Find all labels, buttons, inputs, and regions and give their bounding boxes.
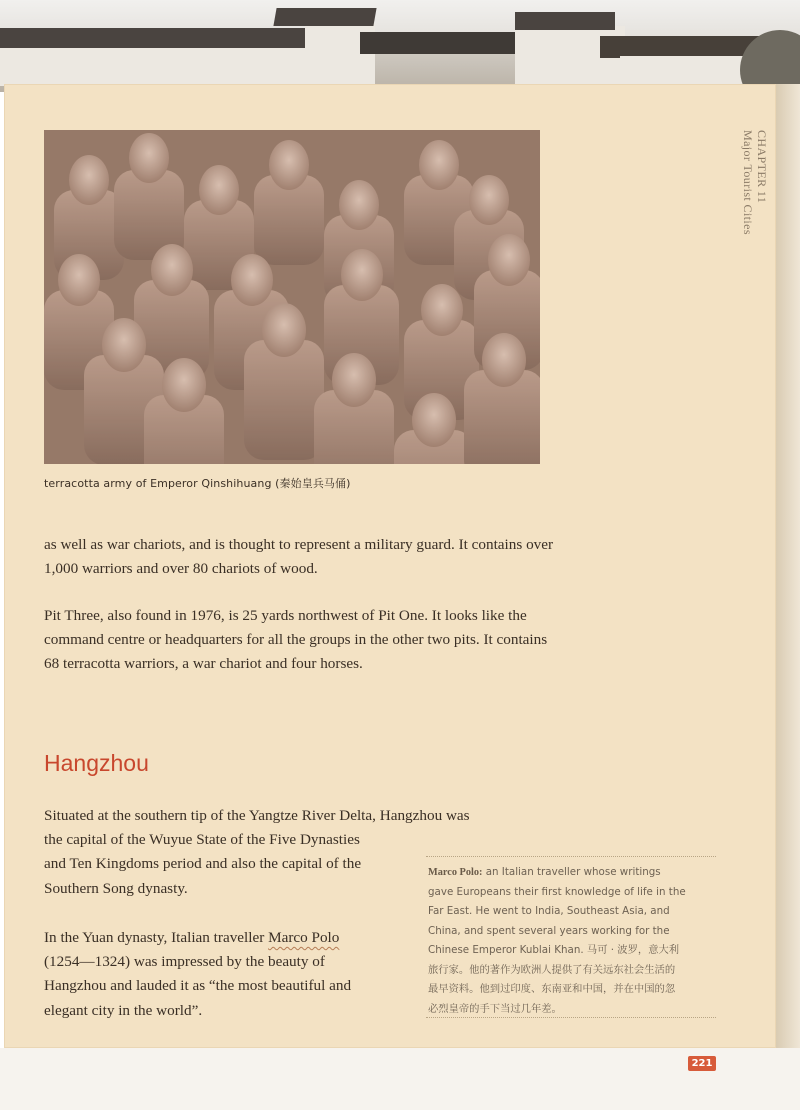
note-text: an Italian traveller whose writings (482, 866, 661, 878)
note-line: 必烈皇帝的手下当过几年差。 (428, 1002, 562, 1015)
line: Situated at the southern tip of the Yangtze River Delta, Hangzhou was (44, 807, 470, 824)
line-prefix: In the Yuan dynasty, Italian traveller (44, 929, 269, 946)
body-paragraph-1: as well as war chariots, and is thought to represent a military guard. It contains over 1,000 warriors and over 80 chariots of wood. (44, 536, 554, 578)
line (44, 926, 424, 950)
note-line: 旅行家。他的著作为欧洲人提供了有关远东社会生活的 (428, 963, 676, 976)
glossary-note (426, 856, 716, 1018)
line: and Ten Kingdoms period and also the capital of the (44, 855, 362, 873)
note-line: Far East. He went to India, Southeast Asia, and (428, 905, 670, 917)
note-line: gave Europeans their first knowledge of life in the (428, 885, 686, 898)
note-term: Marco Polo: (428, 867, 483, 878)
hangzhou-paragraph-2 (44, 926, 424, 1023)
glossary-term-marco-polo[interactable]: Marco Polo (268, 929, 340, 946)
photo-caption: terracotta army of Emperor Qinshihuang (秦始皇兵马俑) (44, 477, 351, 490)
note-line: China, and spent several years working for the (428, 924, 670, 937)
chapter-title: Major Tourist Cities (741, 130, 755, 235)
section-heading: Hangzhou (44, 750, 149, 776)
terracotta-warriors-photo (44, 130, 540, 464)
page-number-badge: 221 (688, 1056, 716, 1071)
banner-photo (0, 0, 800, 92)
body-paragraph-2: Pit Three, also found in 1976, is 25 yards northwest of Pit One. It looks like the command centre or headquarters for all the groups in the other two pits. It contains 68 terracotta warriors, a war chariot and four horses. (44, 607, 548, 673)
chapter-label: CHAPTER 11 (755, 130, 769, 204)
line: the capital of the Wuyue State of the Five Dynasties (44, 831, 360, 849)
line: Hangzhou and lauded it as “the most beautiful and (44, 977, 352, 995)
chapter-header (726, 130, 778, 270)
note-line (428, 863, 718, 883)
line: Southern Song dynasty. (44, 879, 188, 897)
note-line: Chinese Emperor Kublai Khan. 马可 · 波罗，意大利 (428, 944, 680, 956)
page-edge (776, 84, 800, 1048)
note-line: 最早资料。他到过印度、东南亚和中国，并在中国的忽 (428, 983, 676, 995)
bottom-margin (0, 1048, 800, 1110)
line: elegant city in the world”. (44, 1001, 203, 1019)
line: (1254—1324) was impressed by the beauty of (44, 953, 325, 971)
